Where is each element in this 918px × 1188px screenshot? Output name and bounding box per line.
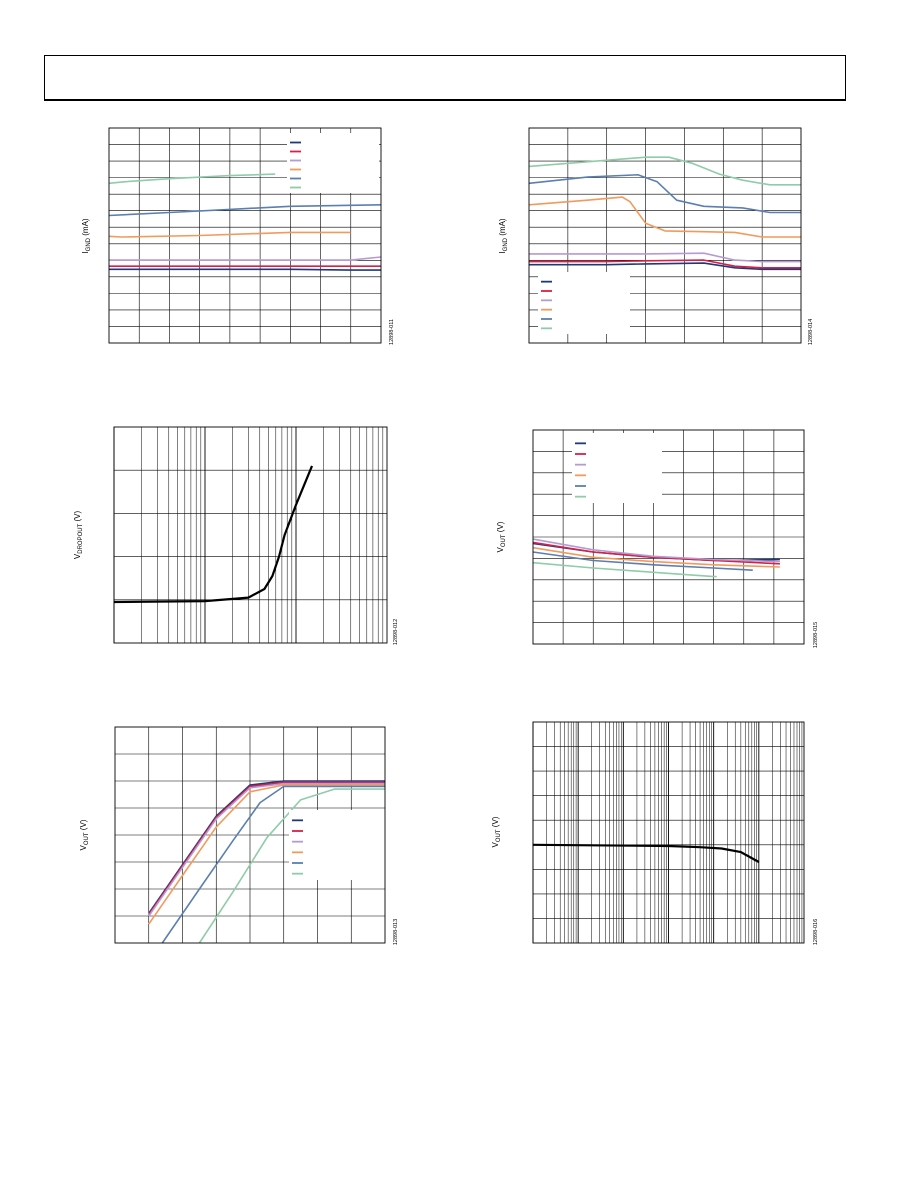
y-axis-label: $V_{OUT}$ (V) [496,521,507,553]
series-line-5 [109,205,381,216]
series-line-3 [109,257,381,260]
series-line-6 [109,174,275,183]
y-axis-label: $V_{OUT}$ (V) [491,816,502,848]
plot-frame [114,427,387,643]
grid-fig12 [114,427,387,643]
figure-code: 12898-014 [808,318,814,346]
chart-fig12 [73,427,399,645]
legend-background [289,810,385,880]
series-line-4 [529,197,801,237]
figure-code: 12898-016 [813,918,819,946]
series-line-6 [533,563,717,577]
legend-fig11 [287,133,379,193]
chart-fig13 [79,727,399,945]
y-axis-label: $V_{DROPOUT}$ (V) [73,510,84,560]
grid-fig16 [533,722,804,943]
figure-code: 12898-015 [813,621,819,649]
chart-fig15 [496,430,819,648]
legend-fig14 [538,272,630,334]
figure-code: 12898-013 [393,918,399,946]
legend-fig13 [289,810,385,880]
chart-fig11 [81,128,395,345]
figure-code: 12898-012 [393,618,399,646]
chart-fig16 [491,722,819,945]
series-line-1 [114,466,312,602]
series-line-1 [109,269,381,270]
series-line-1 [533,845,759,862]
series-line-5 [529,175,801,213]
legend-fig15 [572,433,662,503]
y-axis-label: $I_{GND}$ (mA) [81,218,92,254]
chart-fig14 [498,128,814,345]
y-axis-label: $V_{OUT}$ (V) [79,819,90,851]
y-axis-label: $I_{GND}$ (mA) [498,218,509,254]
figure-code: 12898-011 [389,319,395,345]
